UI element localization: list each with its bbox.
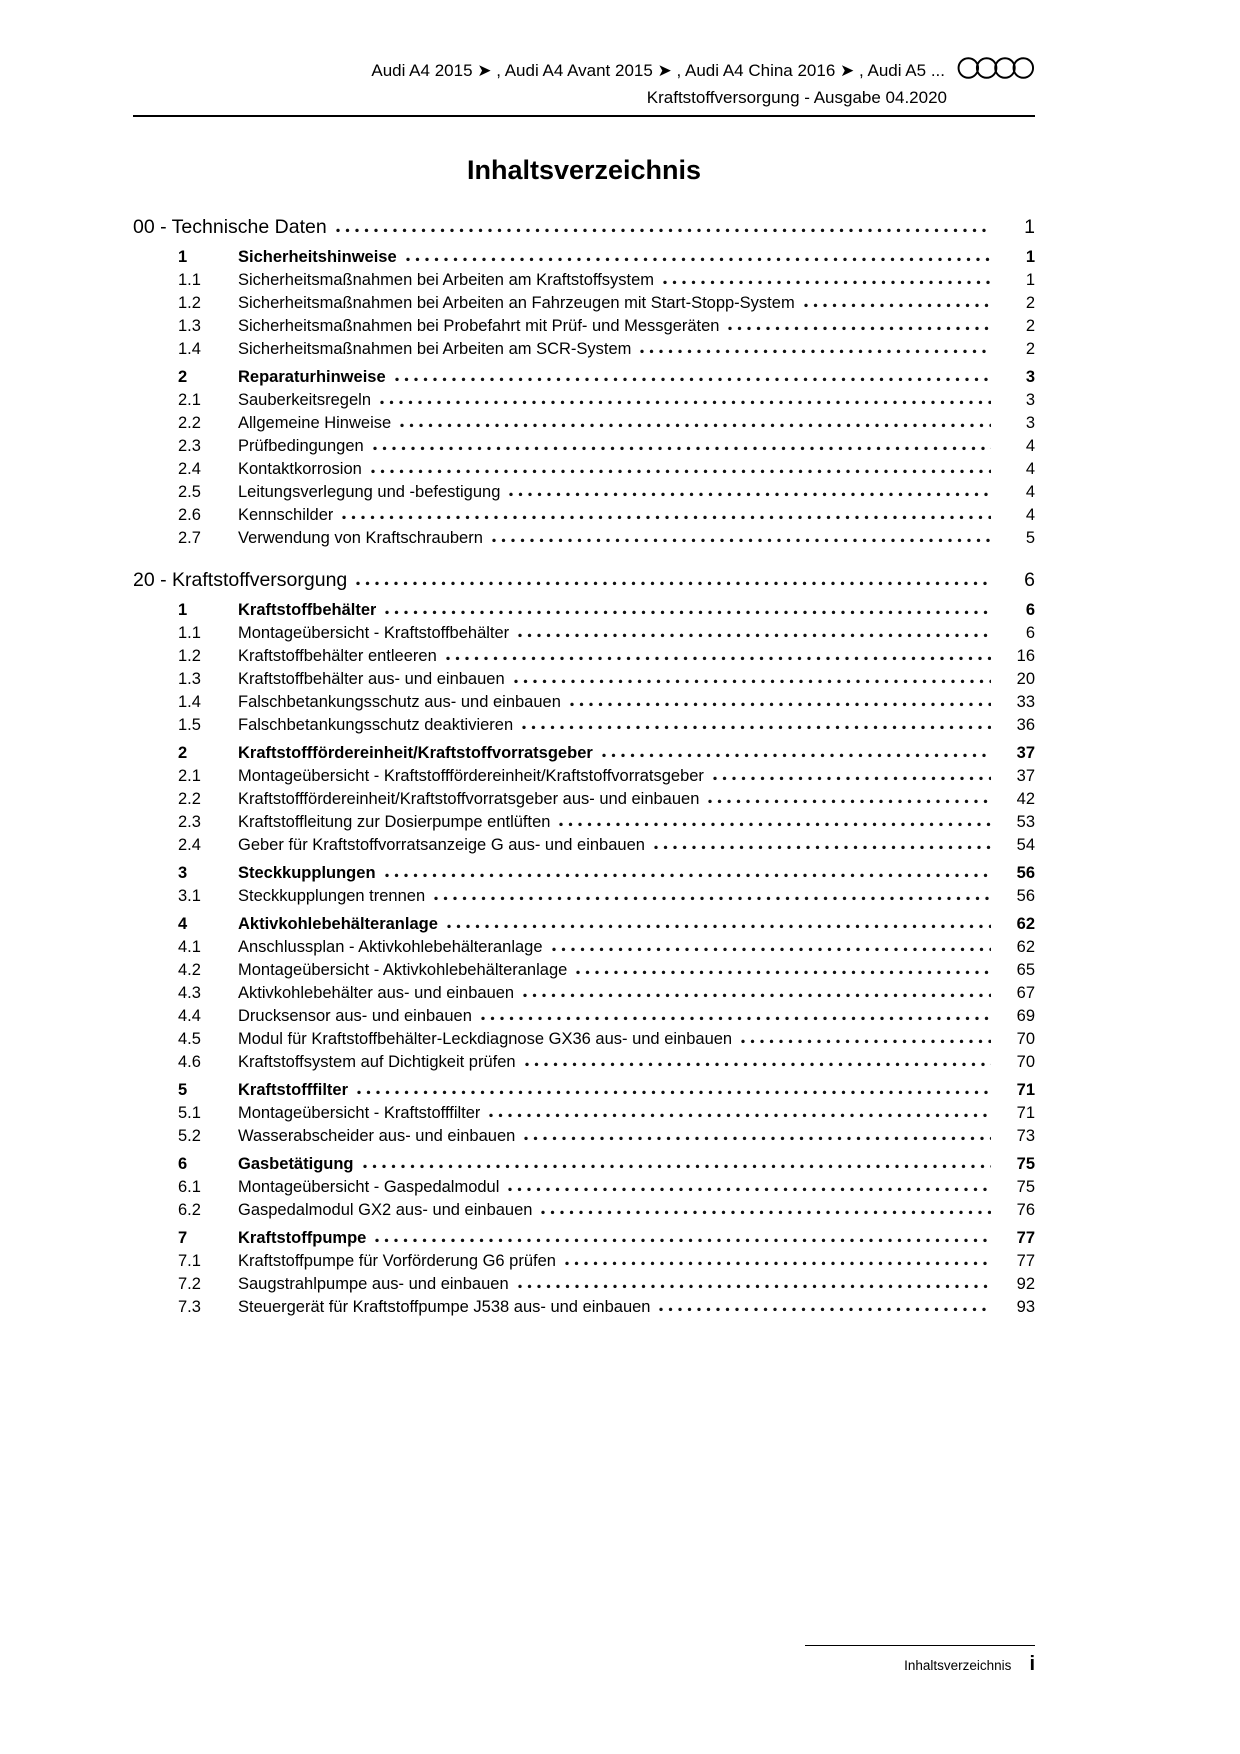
toc-entry-number: 2.5 (178, 483, 201, 501)
toc-entry-number: 3.1 (178, 887, 201, 905)
toc-entry-row (133, 458, 1035, 481)
toc-page-number: 69 (1016, 1007, 1035, 1025)
toc-entry-number: 5 (178, 1081, 188, 1099)
toc-entry-row (133, 1227, 1035, 1250)
toc-page-number: 1 (1025, 271, 1035, 289)
toc-page-number: 65 (1016, 961, 1035, 979)
dot-leader (336, 228, 991, 233)
toc-entry-number: 4.1 (178, 938, 201, 956)
toc-entry-number: 2.4 (178, 460, 201, 478)
toc-entry-number: 5.1 (178, 1104, 201, 1122)
dot-leader (508, 1187, 991, 1192)
toc-entry-number: 2 (178, 744, 188, 762)
dot-leader (385, 873, 991, 878)
toc-entry-row (133, 1102, 1035, 1125)
toc-page-number: 62 (1016, 938, 1035, 956)
toc-chapter-row (133, 214, 1035, 241)
toc-entry-row (133, 811, 1035, 834)
toc-page-number: 6 (1025, 624, 1035, 642)
toc-page-number: 37 (1016, 744, 1035, 762)
toc-entry-number: 7.3 (178, 1298, 201, 1316)
toc-page-number: 2 (1025, 317, 1035, 335)
toc-chapter-row (133, 567, 1035, 594)
toc-entry-title: Prüfbedingungen (238, 437, 364, 455)
toc-entry-number: 1.3 (178, 670, 201, 688)
audi-rings-icon (957, 56, 1035, 85)
dot-leader (380, 400, 991, 405)
toc-entry-number: 4.2 (178, 961, 201, 979)
header-divider (133, 115, 1035, 117)
toc-entry-title: Saugstrahlpumpe aus- und einbauen (238, 1275, 509, 1293)
page-header (133, 56, 1035, 108)
dot-leader (492, 538, 991, 543)
toc-page-number: 92 (1016, 1275, 1035, 1293)
toc-entry-row (133, 834, 1035, 857)
dot-leader (342, 515, 991, 520)
dot-leader (728, 326, 991, 331)
toc-entry-row (133, 412, 1035, 435)
toc-entry-title: Allgemeine Hinweise (238, 414, 392, 432)
dot-leader (363, 1164, 991, 1169)
toc-entry-number: 2.7 (178, 529, 201, 547)
toc-entry-title: Reparaturhinweise (238, 368, 386, 386)
toc-entry-number: 1.4 (178, 693, 201, 711)
dot-leader (356, 581, 991, 586)
toc-entry-row (133, 1079, 1035, 1102)
dot-leader (741, 1039, 991, 1044)
toc-entry-title: Gaspedalmodul GX2 aus- und einbauen (238, 1201, 533, 1219)
toc-entry-row (133, 246, 1035, 269)
dot-leader (481, 1016, 991, 1021)
toc-entry-row (133, 269, 1035, 292)
toc-entry-number: 4.5 (178, 1030, 201, 1048)
page-title: Inhaltsverzeichnis (466, 155, 702, 185)
dot-leader (565, 1261, 991, 1266)
dot-leader (357, 1090, 991, 1095)
toc-page-number: 3 (1025, 391, 1035, 409)
toc-entry-number: 1 (178, 601, 188, 619)
toc-list (133, 214, 1035, 1319)
dot-leader (541, 1210, 991, 1215)
toc-entry-title: Drucksensor aus- und einbauen (238, 1007, 472, 1025)
toc-entry-title: Aktivkohlebehälteranlage (238, 915, 438, 933)
toc-entry-title: Steckkupplungen (238, 864, 376, 882)
dot-leader (804, 303, 991, 308)
toc-entry-title: Kraftstofffördereinheit/Kraftstoffvorratsgeber (238, 744, 593, 762)
toc-entry-number: 6.2 (178, 1201, 201, 1219)
toc-entry-number: 1.2 (178, 647, 201, 665)
toc-entry-title: Anschlussplan - Aktivkohlebehälteranlage (238, 938, 543, 956)
toc-entry-row (133, 1125, 1035, 1148)
dot-leader (559, 822, 991, 827)
toc-entry-row (133, 599, 1035, 622)
toc-page-number: 6 (1025, 601, 1035, 619)
toc-entry-row (133, 435, 1035, 458)
toc-entry-number: 2.1 (178, 767, 201, 785)
toc-page-number: 36 (1016, 716, 1035, 734)
toc-entry-title: Kraftstoffbehälter (238, 601, 377, 619)
dot-leader (570, 702, 991, 707)
dot-leader (446, 656, 991, 661)
toc-entry-row (133, 504, 1035, 527)
toc-entry-row (133, 788, 1035, 811)
toc-page-number: 75 (1016, 1155, 1035, 1173)
toc-entry-title: Steckkupplungen trennen (238, 887, 426, 905)
toc-entry-row (133, 389, 1035, 412)
toc-entry-number: 1.2 (178, 294, 201, 312)
toc-entry-number: 7 (178, 1229, 188, 1247)
toc-entry-title: Sicherheitshinweise (238, 248, 397, 266)
toc-entry-row (133, 936, 1035, 959)
dot-leader (373, 446, 991, 451)
toc-entry-title: Leitungsverlegung und -befestigung (238, 483, 501, 501)
toc-page-number: 54 (1016, 836, 1035, 854)
toc-entry-title: Montageübersicht - Kraftstoffbehälter (238, 624, 510, 642)
toc-page-number: 2 (1025, 294, 1035, 312)
toc-chapter-label: 20 - Kraftstoffversorgung (133, 569, 348, 591)
dot-leader (514, 679, 991, 684)
toc-entry-row (133, 292, 1035, 315)
dot-leader (489, 1113, 991, 1118)
toc-entry-number: 1.5 (178, 716, 201, 734)
toc-entry-number: 6 (178, 1155, 188, 1173)
toc-entry-row (133, 315, 1035, 338)
dot-leader (518, 633, 991, 638)
toc-entry-row (133, 1051, 1035, 1074)
toc-entry-number: 1.4 (178, 340, 201, 358)
toc-page-number: 77 (1016, 1252, 1035, 1270)
toc-entry-number: 2.1 (178, 391, 201, 409)
dot-leader (659, 1307, 991, 1312)
toc-entry-row (133, 338, 1035, 361)
toc-entry-title: Sicherheitsmaßnahmen bei Arbeiten am Kraftstoffsystem (238, 271, 655, 289)
toc-entry-row (133, 982, 1035, 1005)
toc-entry-row (133, 366, 1035, 389)
toc-entry-number: 2.2 (178, 790, 201, 808)
toc-entry-row (133, 481, 1035, 504)
toc-entry-row (133, 668, 1035, 691)
dot-leader (406, 257, 991, 262)
toc-entry-number: 4 (178, 915, 188, 933)
toc-page-number: 70 (1016, 1053, 1035, 1071)
dot-leader (663, 280, 991, 285)
toc-entry-row (133, 645, 1035, 668)
toc-entry-title: Modul für Kraftstoffbehälter-Leckdiagnose GX36 aus- und einbauen (238, 1030, 733, 1048)
toc-entry-number: 5.2 (178, 1127, 201, 1145)
toc-entry-row (133, 1176, 1035, 1199)
toc-entry-title: Wasserabscheider aus- und einbauen (238, 1127, 516, 1145)
toc-entry-title: Falschbetankungsschutz aus- und einbauen (238, 693, 561, 711)
toc-entry-title: Sicherheitsmaßnahmen bei Arbeiten an Fahrzeugen mit Start-Stopp-System (238, 294, 795, 312)
toc-entry-row (133, 1153, 1035, 1176)
dot-leader (523, 993, 991, 998)
toc-page-number: 77 (1016, 1229, 1035, 1247)
dot-leader (654, 845, 991, 850)
toc-entry-row (133, 913, 1035, 936)
toc-entry-title: Kraftstofffilter (238, 1081, 348, 1099)
header-models-text: Audi A4 2015 ➤ , Audi A4 Avant 2015 ➤ , Audi A4 China 2016 ➤ , Audi A5 ... (371, 60, 945, 80)
footer-page-number: i (1029, 1653, 1035, 1675)
page-footer (805, 1645, 1035, 1676)
toc-page-number: 16 (1016, 647, 1035, 665)
toc-page-number: 3 (1025, 414, 1035, 432)
toc-page-number: 20 (1016, 670, 1035, 688)
toc-entry-row (133, 1005, 1035, 1028)
dot-leader (395, 377, 991, 382)
toc-entry-number: 2.3 (178, 813, 201, 831)
toc-page-number: 67 (1016, 984, 1035, 1002)
toc-entry-row (133, 959, 1035, 982)
toc-page-number: 56 (1016, 864, 1035, 882)
toc-entry-row (133, 527, 1035, 550)
toc-entry-row (133, 691, 1035, 714)
toc-entry-number: 4.6 (178, 1053, 201, 1071)
toc-entry-title: Verwendung von Kraftschraubern (238, 529, 483, 547)
toc-entry-number: 2.2 (178, 414, 201, 432)
toc-entry-title: Kontaktkorrosion (238, 460, 362, 478)
toc-page-number: 4 (1025, 460, 1035, 478)
toc-entry-number: 7.1 (178, 1252, 201, 1270)
toc-page-number: 76 (1016, 1201, 1035, 1219)
toc-entry-number: 3 (178, 864, 188, 882)
dot-leader (385, 610, 991, 615)
header-models-row (133, 56, 1035, 85)
toc-chapter-label: 00 - Technische Daten (133, 216, 327, 238)
toc-entry-title: Kraftstoffbehälter entleeren (238, 647, 437, 665)
toc-entry-number: 7.2 (178, 1275, 201, 1293)
dot-leader (518, 1284, 991, 1289)
toc-entry-number: 2.4 (178, 836, 201, 854)
dot-leader (552, 947, 991, 952)
toc-page-number: 4 (1025, 506, 1035, 524)
toc-page-number: 6 (1024, 569, 1035, 591)
header-subtitle: Kraftstoffversorgung - Ausgabe 04.2020 (646, 88, 947, 107)
toc-entry-title: Kraftstoffpumpe (238, 1229, 367, 1247)
toc-page-number: 70 (1016, 1030, 1035, 1048)
toc-page-number: 37 (1016, 767, 1035, 785)
toc-entry-number: 4.3 (178, 984, 201, 1002)
toc-entry-number: 1 (178, 248, 188, 266)
dot-leader (434, 896, 991, 901)
dot-leader (576, 970, 991, 975)
toc-entry-number: 1.1 (178, 624, 201, 642)
toc-page-number: 3 (1025, 368, 1035, 386)
toc-entry-row (133, 742, 1035, 765)
toc-entry-title: Sicherheitsmaßnahmen bei Probefahrt mit Prüf- und Messgeräten (238, 317, 720, 335)
toc-entry-title: Aktivkohlebehälter aus- und einbauen (238, 984, 515, 1002)
toc-page-number: 2 (1025, 340, 1035, 358)
toc-entry-number: 6.1 (178, 1178, 201, 1196)
toc-page-number: 33 (1016, 693, 1035, 711)
toc-page-number: 71 (1016, 1104, 1035, 1122)
footer-label: Inhaltsverzeichnis (904, 1658, 1012, 1673)
dot-leader (509, 492, 991, 497)
toc-page-number: 1 (1025, 248, 1035, 266)
toc-entry-title: Kennschilder (238, 506, 334, 524)
toc-entry-row (133, 765, 1035, 788)
dot-leader (708, 799, 991, 804)
toc-entry-title: Steuergerät für Kraftstoffpumpe J538 aus- und einbauen (238, 1298, 651, 1316)
dot-leader (375, 1238, 991, 1243)
toc-entry-number: 2.3 (178, 437, 201, 455)
toc-entry-title: Kraftstoffpumpe für Vorförderung G6 prüfen (238, 1252, 556, 1270)
toc-entry-title: Sicherheitsmaßnahmen bei Arbeiten am SCR-System (238, 340, 632, 358)
toc-entry-title: Kraftstoffbehälter aus- und einbauen (238, 670, 505, 688)
toc-entry-row (133, 1199, 1035, 1222)
toc-entry-title: Falschbetankungsschutz deaktivieren (238, 716, 514, 734)
toc-entry-number: 2.6 (178, 506, 201, 524)
toc-page-number: 62 (1016, 915, 1035, 933)
dot-leader (525, 1062, 991, 1067)
toc-page-number: 75 (1016, 1178, 1035, 1196)
toc-entry-title: Montageübersicht - Kraftstofffördereinheit/Kraftstoffvorratsgeber (238, 767, 704, 785)
toc-page-number: 56 (1016, 887, 1035, 905)
toc-entry-title: Kraftstoffleitung zur Dosierpumpe entlüften (238, 813, 551, 831)
toc-entry-title: Montageübersicht - Gaspedalmodul (238, 1178, 500, 1196)
toc-entry-row (133, 1273, 1035, 1296)
toc-entry-title: Kraftstoffsystem auf Dichtigkeit prüfen (238, 1053, 516, 1071)
toc-entry-number: 4.4 (178, 1007, 201, 1025)
toc-entry-row (133, 885, 1035, 908)
dot-leader (602, 753, 991, 758)
toc-page-number: 53 (1016, 813, 1035, 831)
dot-leader (522, 725, 991, 730)
toc-page-number: 42 (1016, 790, 1035, 808)
dot-leader (371, 469, 991, 474)
toc-entry-title: Gasbetätigung (238, 1155, 354, 1173)
toc-entry-row (133, 1250, 1035, 1273)
toc-entry-title: Kraftstofffördereinheit/Kraftstoffvorratsgeber aus- und einbauen (238, 790, 700, 808)
toc-page-number: 73 (1016, 1127, 1035, 1145)
toc-page-number: 93 (1016, 1298, 1035, 1316)
toc-entry-title: Montageübersicht - Aktivkohlebehälteranlage (238, 961, 568, 979)
toc-entry-row (133, 862, 1035, 885)
dot-leader (400, 423, 991, 428)
dot-leader (640, 349, 991, 354)
dot-leader (524, 1136, 991, 1141)
dot-leader (713, 776, 991, 781)
toc-entry-row (133, 1028, 1035, 1051)
dot-leader (447, 924, 991, 929)
toc-entry-number: 2 (178, 368, 188, 386)
toc-entry-row (133, 714, 1035, 737)
toc-entry-row (133, 1296, 1035, 1319)
toc-page-number: 4 (1025, 483, 1035, 501)
toc-entry-title: Geber für Kraftstoffvorratsanzeige G aus- und einbauen (238, 836, 645, 854)
toc-entry-number: 1.1 (178, 271, 201, 289)
toc-page-number: 4 (1025, 437, 1035, 455)
toc-entry-title: Montageübersicht - Kraftstofffilter (238, 1104, 481, 1122)
toc-page-number: 1 (1024, 216, 1035, 238)
toc-page-number: 5 (1025, 529, 1035, 547)
toc-page-number: 71 (1016, 1081, 1035, 1099)
toc-entry-row (133, 622, 1035, 645)
toc-entry-number: 1.3 (178, 317, 201, 335)
toc-entry-title: Sauberkeitsregeln (238, 391, 371, 409)
